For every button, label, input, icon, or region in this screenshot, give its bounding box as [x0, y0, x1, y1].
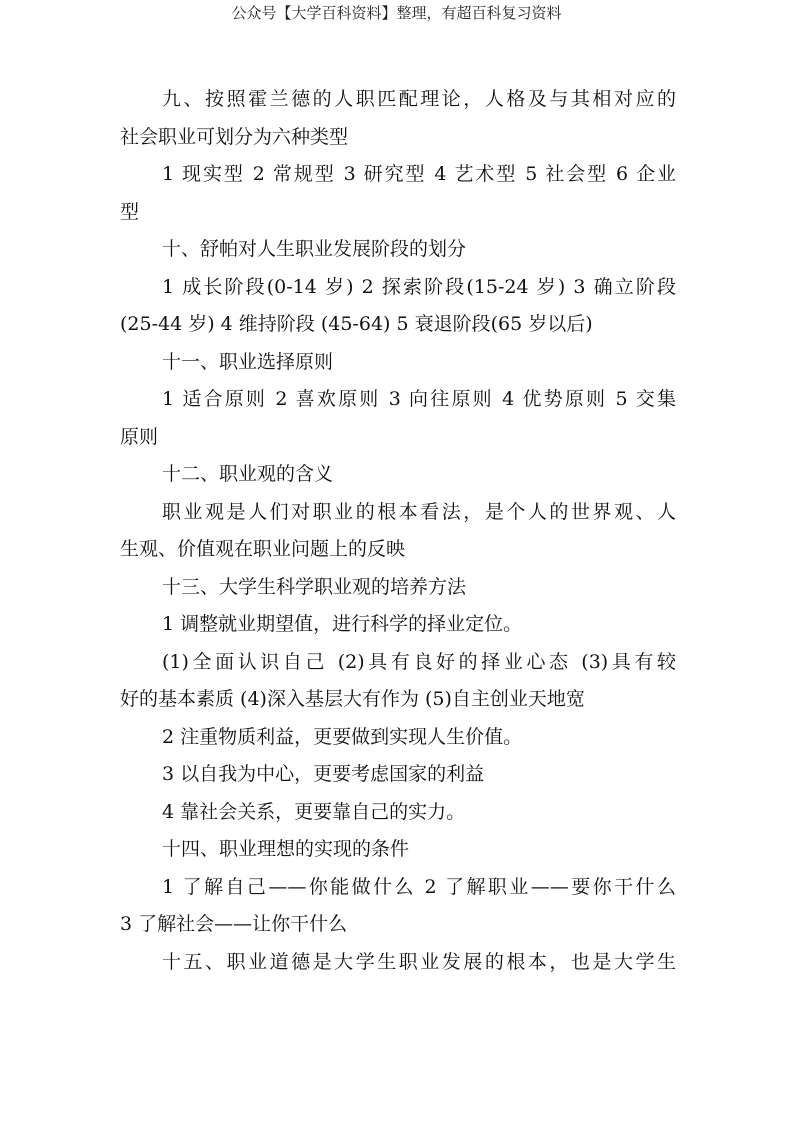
- text-line: 2 注重物质利益，更要做到实现人生价值。: [162, 725, 523, 748]
- text-line: 3 了解社会——让你干什么: [120, 913, 348, 935]
- text-line: 4 靠社会关系，更要靠自己的实力。: [162, 800, 466, 823]
- text-line: 生观、价值观在职业问题上的反映: [120, 538, 406, 560]
- page-header: 公众号【大学百科资料】整理，有超百科复习资料: [231, 4, 562, 22]
- text-line: 原则: [120, 425, 159, 448]
- text-line: 3 以自我为中心，更要考虑国家的利益: [162, 763, 485, 785]
- document-body: [120, 81, 676, 981]
- text-line: 型: [120, 200, 140, 223]
- text-line: 好的基本素质 (4)深入基层大有作为 (5)自主创业天地宽: [120, 688, 585, 710]
- text-line: (1)全面认识自己 (2)具有良好的择业心态 (3)具有较: [162, 650, 676, 673]
- text-line: (25-44 岁) 4 维持阶段 (45-64) 5 衰退阶段(65 岁以后): [120, 313, 593, 335]
- text-line: 1 成长阶段(0-14 岁) 2 探索阶段(15-24 岁) 3 确立阶段: [162, 275, 676, 298]
- text-line: 职业观是人们对职业的根本看法，是个人的世界观、人: [162, 500, 676, 523]
- text-line: 1 了解自己——你能做什么 2 了解职业——要你干什么: [162, 875, 676, 898]
- text-line: 社会职业可划分为六种类型: [120, 125, 349, 148]
- text-line: 1 现实型 2 常规型 3 研究型 4 艺术型 5 社会型 6 企业: [162, 163, 676, 185]
- text-line: 十五、职业道德是大学生职业发展的根本，也是大学生: [162, 950, 676, 973]
- text-line: 九、按照霍兰德的人职匹配理论，人格及与其相对应的: [162, 88, 676, 110]
- text-line: 1 调整就业期望值，进行科学的择业定位。: [162, 613, 523, 635]
- text-line: 1 适合原则 2 喜欢原则 3 向往原则 4 优势原则 5 交集: [162, 388, 676, 410]
- text-line: 十一、职业选择原则: [162, 350, 334, 373]
- text-line: 十三、大学生科学职业观的培养方法: [162, 575, 467, 598]
- text-line: 十、舒帕对人生职业发展阶段的划分: [162, 238, 467, 260]
- text-line: 十二、职业观的含义: [162, 463, 334, 485]
- text-line: 十四、职业理想的实现的条件: [162, 838, 410, 860]
